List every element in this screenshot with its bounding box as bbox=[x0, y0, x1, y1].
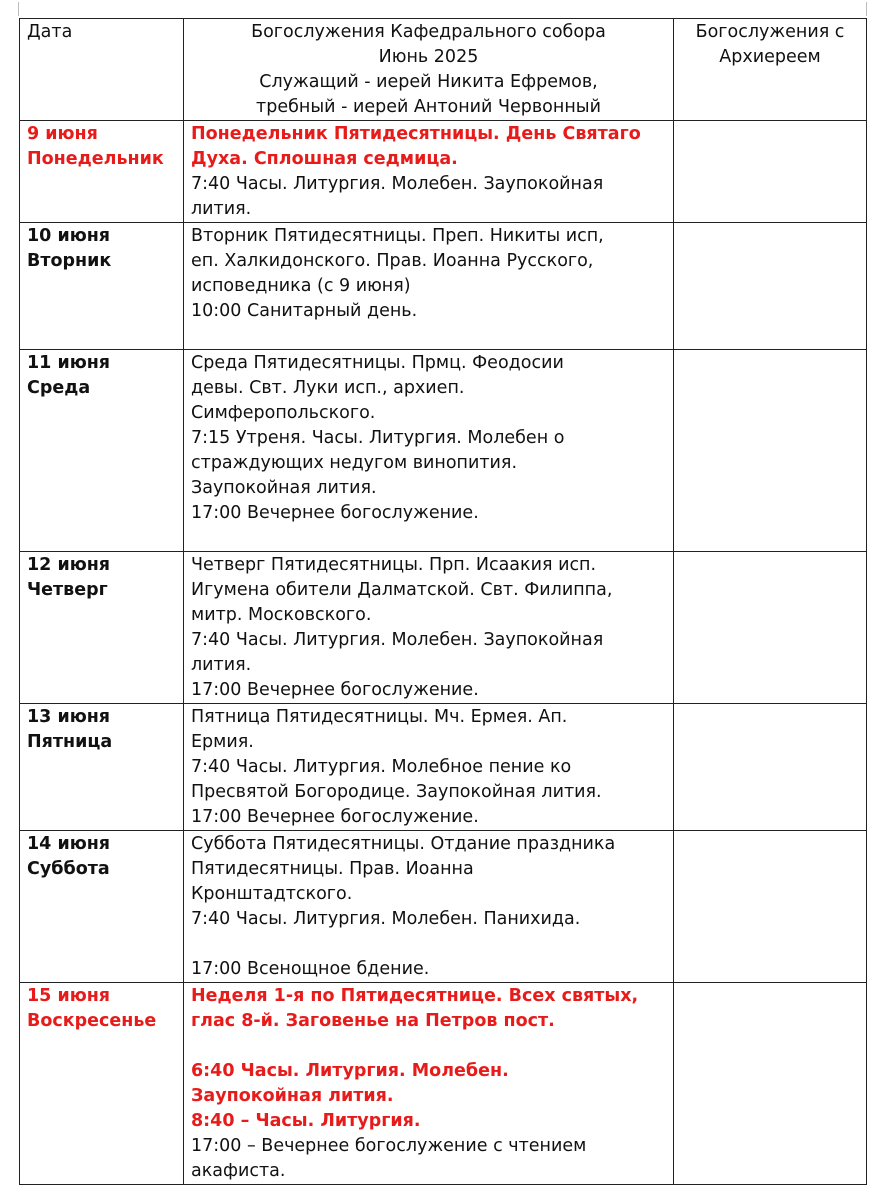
service-line: 7:40 Часы. Литургия. Молебен. Заупокойная bbox=[191, 630, 604, 650]
day-date-cell bbox=[20, 831, 184, 983]
day-services-cell bbox=[184, 121, 674, 223]
schedule-title: Богослужения Кафедрального собора bbox=[251, 22, 606, 42]
service-line: 17:00 – Вечернее богослужение с чтением bbox=[191, 1136, 587, 1156]
service-line: лития. bbox=[191, 199, 252, 219]
day-weekday: Пятница bbox=[27, 732, 113, 752]
date-column-header: Дата bbox=[20, 19, 184, 121]
service-line: Суббота Пятидесятницы. Отдание праздника bbox=[191, 834, 616, 854]
schedule-month: Июнь 2025 bbox=[378, 47, 479, 67]
service-line: страждующих недугом винопития. bbox=[191, 453, 518, 473]
service-line: Симферопольского. bbox=[191, 403, 376, 423]
service-line: 8:40 – Часы. Литургия. bbox=[191, 1111, 421, 1131]
bishop-services-cell bbox=[674, 831, 867, 983]
service-line: Заупокойная лития. bbox=[191, 1086, 394, 1106]
day-weekday: Четверг bbox=[27, 580, 108, 600]
service-line: Пресвятой Богородице. Заупокойная лития. bbox=[191, 782, 602, 802]
page-corner-mark bbox=[866, 2, 867, 16]
day-date-cell bbox=[20, 223, 184, 350]
service-line: 17:00 Вечернее богослужение. bbox=[191, 680, 479, 700]
bishop-services-cell bbox=[674, 983, 867, 1185]
service-line: Заупокойная лития. bbox=[191, 478, 377, 498]
page-corner-mark bbox=[18, 2, 19, 16]
service-line: Игумена обители Далматской. Свт. Филиппа, bbox=[191, 580, 613, 600]
service-line: Ермия. bbox=[191, 732, 254, 752]
service-line: Духа. Сплошная седмица. bbox=[191, 149, 458, 169]
service-line: Неделя 1-я по Пятидесятнице. Всех святых, bbox=[191, 986, 639, 1006]
day-date: 11 июня bbox=[27, 353, 111, 373]
day-row bbox=[20, 552, 867, 704]
service-line: Понедельник Пятидесятницы. День Святаго bbox=[191, 124, 641, 144]
service-line: 6:40 Часы. Литургия. Молебен. bbox=[191, 1061, 509, 1081]
service-line: Пятница Пятидесятницы. Мч. Ермея. Ап. bbox=[191, 707, 568, 727]
service-line: 17:00 Вечернее богослужение. bbox=[191, 807, 479, 827]
bishop-column-header: Богослужения с Архиереем bbox=[674, 19, 867, 121]
day-date: 12 июня bbox=[27, 555, 111, 575]
day-weekday: Воскресенье bbox=[27, 1011, 157, 1031]
day-weekday: Суббота bbox=[27, 859, 110, 879]
blank-line bbox=[191, 526, 666, 551]
day-date: 15 июня bbox=[27, 986, 111, 1006]
day-services-cell bbox=[184, 983, 674, 1185]
bishop-services-cell bbox=[674, 350, 867, 552]
day-date-cell bbox=[20, 121, 184, 223]
day-row bbox=[20, 831, 867, 983]
day-date-cell bbox=[20, 983, 184, 1185]
service-line: Пятидесятницы. Прав. Иоанна bbox=[191, 859, 474, 879]
day-row bbox=[20, 121, 867, 223]
day-services-cell bbox=[184, 350, 674, 552]
day-date: 13 июня bbox=[27, 707, 111, 727]
service-line: исповедника (с 9 июня) bbox=[191, 276, 411, 296]
services-column-header bbox=[184, 19, 674, 121]
service-line: еп. Халкидонского. Прав. Иоанна Русского, bbox=[191, 251, 594, 271]
service-line: митр. Московского. bbox=[191, 605, 372, 625]
blank-line bbox=[191, 932, 666, 957]
day-row bbox=[20, 350, 867, 552]
day-services-cell bbox=[184, 704, 674, 831]
service-line: Среда Пятидесятницы. Прмц. Феодосии bbox=[191, 353, 564, 373]
service-line: 7:15 Утреня. Часы. Литургия. Молебен о bbox=[191, 428, 565, 448]
schedule-table bbox=[19, 18, 867, 1185]
bishop-services-cell bbox=[674, 223, 867, 350]
blank-line bbox=[191, 1034, 666, 1059]
service-line: 17:00 Вечернее богослужение. bbox=[191, 503, 479, 523]
service-line: глас 8-й. Заговенье на Петров пост. bbox=[191, 1011, 555, 1031]
service-line: Кронштадтского. bbox=[191, 884, 353, 904]
blank-line bbox=[191, 324, 666, 349]
day-weekday: Среда bbox=[27, 378, 91, 398]
day-row bbox=[20, 983, 867, 1185]
service-line: Вторник Пятидесятницы. Преп. Никиты исп, bbox=[191, 226, 604, 246]
day-weekday: Понедельник bbox=[27, 149, 164, 169]
service-line: 7:40 Часы. Литургия. Молебен. Заупокойная bbox=[191, 174, 604, 194]
day-date-cell bbox=[20, 552, 184, 704]
service-line: 10:00 Санитарный день. bbox=[191, 301, 418, 321]
service-line: 7:40 Часы. Литургия. Молебное пение ко bbox=[191, 757, 572, 777]
service-line: акафиста. bbox=[191, 1161, 286, 1181]
day-date: 9 июня bbox=[27, 124, 98, 144]
day-date: 10 июня bbox=[27, 226, 111, 246]
clergy-line-2: требный - иерей Антоний Червонный bbox=[256, 97, 601, 117]
service-line: лития. bbox=[191, 655, 252, 675]
day-date-cell bbox=[20, 350, 184, 552]
day-date-cell bbox=[20, 704, 184, 831]
service-line: 17:00 Всенощное бдение. bbox=[191, 959, 430, 979]
day-row bbox=[20, 223, 867, 350]
service-line: девы. Свт. Луки исп., архиеп. bbox=[191, 378, 465, 398]
day-row bbox=[20, 704, 867, 831]
bishop-services-cell bbox=[674, 121, 867, 223]
service-line: Четверг Пятидесятницы. Прп. Исаакия исп. bbox=[191, 555, 597, 575]
bishop-services-cell bbox=[674, 552, 867, 704]
day-services-cell bbox=[184, 223, 674, 350]
bishop-services-cell bbox=[674, 704, 867, 831]
day-weekday: Вторник bbox=[27, 251, 112, 271]
service-line: 7:40 Часы. Литургия. Молебен. Панихида. bbox=[191, 909, 581, 929]
day-date: 14 июня bbox=[27, 834, 111, 854]
clergy-line-1: Служащий - иерей Никита Ефремов, bbox=[259, 72, 598, 92]
day-services-cell bbox=[184, 552, 674, 704]
header-row bbox=[20, 19, 867, 121]
day-services-cell bbox=[184, 831, 674, 983]
